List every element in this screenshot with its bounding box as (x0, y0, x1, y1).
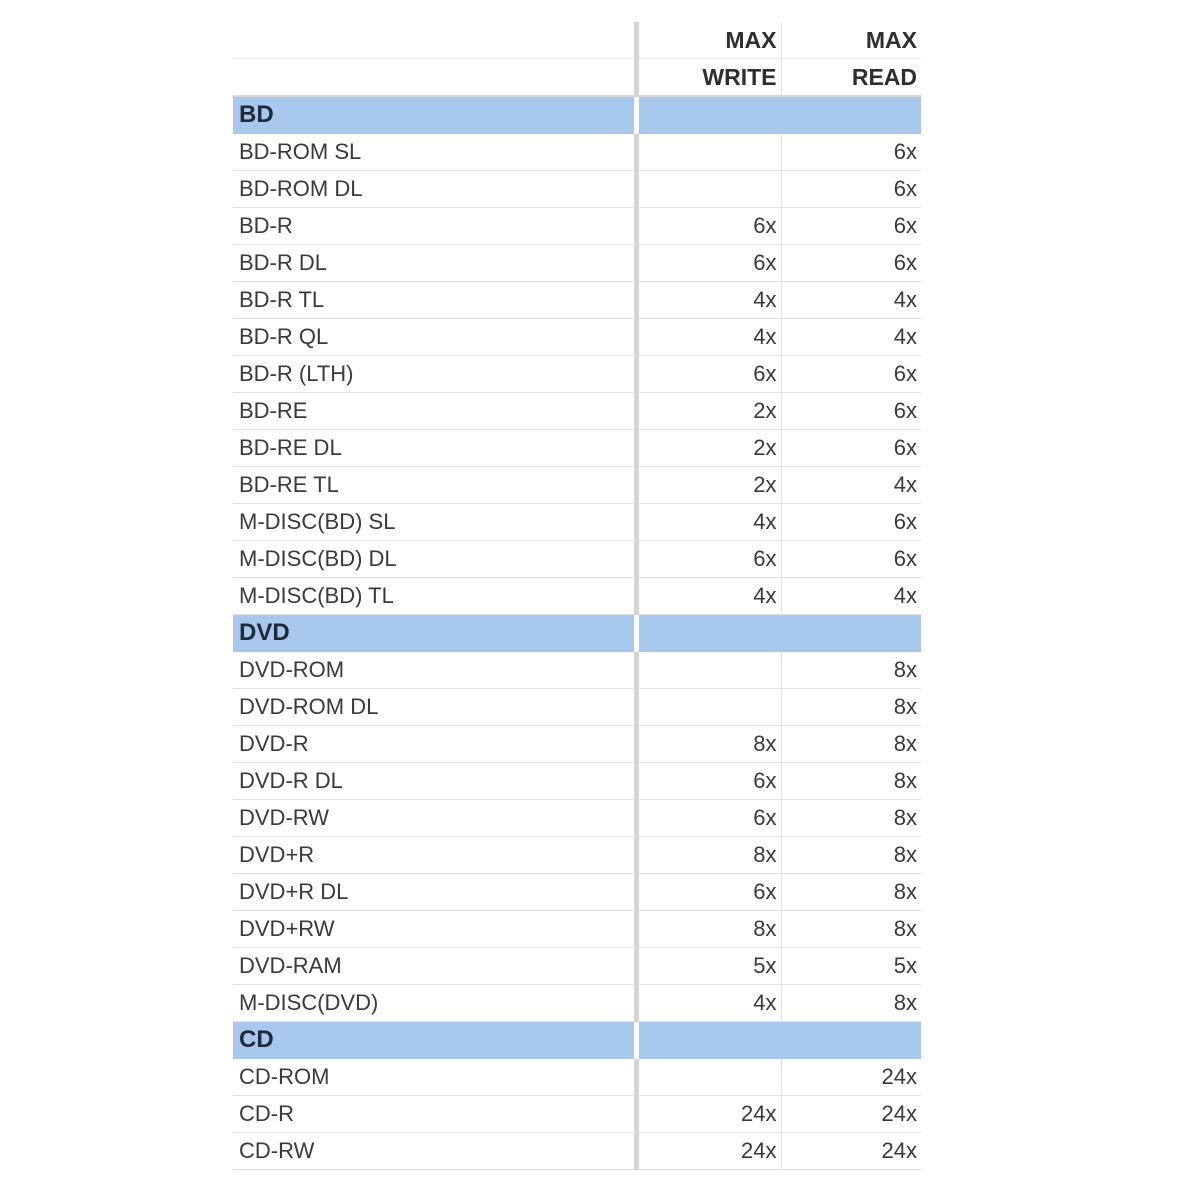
media-name-cell: BD-R (LTH) (233, 356, 636, 393)
media-name-cell: DVD-RW (233, 800, 636, 837)
max-write-cell: 24x (636, 1133, 781, 1170)
header-row-1 (233, 22, 921, 59)
table-row (233, 985, 921, 1022)
media-name-cell: DVD+R (233, 837, 636, 874)
max-read-cell: 6x (781, 541, 921, 578)
max-write-cell: 4x (636, 319, 781, 356)
max-write-cell: 6x (636, 208, 781, 245)
max-write-cell (636, 652, 781, 689)
header-blank-cell (233, 22, 636, 59)
section-row-dvd (233, 615, 921, 652)
media-name-cell: M-DISC(DVD) (233, 985, 636, 1022)
table-row (233, 874, 921, 911)
max-read-cell: 8x (781, 985, 921, 1022)
section-write-cell (636, 1022, 781, 1059)
max-write-cell: 6x (636, 245, 781, 282)
max-read-cell: 5x (781, 948, 921, 985)
max-write-cell: 4x (636, 985, 781, 1022)
table-row (233, 652, 921, 689)
max-read-cell: 4x (781, 282, 921, 319)
media-name-cell: BD-ROM SL (233, 134, 636, 171)
media-name-cell: CD-ROM (233, 1059, 636, 1096)
max-read-cell: 6x (781, 356, 921, 393)
section-title: DVD (233, 615, 636, 652)
media-name-cell: DVD-R DL (233, 763, 636, 800)
max-write-cell (636, 171, 781, 208)
max-read-cell: 8x (781, 837, 921, 874)
max-read-cell: 4x (781, 319, 921, 356)
media-name-cell: DVD+RW (233, 911, 636, 948)
table-row (233, 282, 921, 319)
table-row (233, 171, 921, 208)
max-write-cell: 6x (636, 541, 781, 578)
section-read-cell (781, 1022, 921, 1059)
max-read-cell: 8x (781, 911, 921, 948)
max-write-cell (636, 1059, 781, 1096)
table-row (233, 245, 921, 282)
max-write-cell: 2x (636, 430, 781, 467)
max-read-cell: 6x (781, 245, 921, 282)
max-read-cell: 6x (781, 171, 921, 208)
media-name-cell: M-DISC(BD) SL (233, 504, 636, 541)
table-row (233, 763, 921, 800)
max-write-cell: 6x (636, 763, 781, 800)
media-name-cell: BD-R (233, 208, 636, 245)
media-name-cell: DVD-ROM DL (233, 689, 636, 726)
media-name-cell: DVD-RAM (233, 948, 636, 985)
max-write-cell: 4x (636, 578, 781, 615)
media-speed-table (233, 22, 921, 1170)
max-write-cell: 6x (636, 356, 781, 393)
table-row (233, 430, 921, 467)
table-row (233, 1096, 921, 1133)
header-row-2 (233, 59, 921, 97)
max-read-cell: 24x (781, 1059, 921, 1096)
max-read-cell: 24x (781, 1133, 921, 1170)
section-title: CD (233, 1022, 636, 1059)
table-row (233, 393, 921, 430)
section-title: BD (233, 96, 636, 134)
max-write-cell: 2x (636, 393, 781, 430)
media-name-cell: M-DISC(BD) DL (233, 541, 636, 578)
max-read-cell: 8x (781, 726, 921, 763)
max-read-header-line1: MAX (781, 22, 921, 59)
table-row (233, 578, 921, 615)
max-write-cell: 8x (636, 911, 781, 948)
media-name-cell: DVD-R (233, 726, 636, 763)
max-write-cell: 4x (636, 282, 781, 319)
media-name-cell: BD-RE TL (233, 467, 636, 504)
max-write-cell: 6x (636, 874, 781, 911)
table-row (233, 911, 921, 948)
media-name-cell: M-DISC(BD) TL (233, 578, 636, 615)
media-name-cell: BD-R TL (233, 282, 636, 319)
table-row (233, 504, 921, 541)
table-row (233, 134, 921, 171)
max-read-cell: 8x (781, 652, 921, 689)
table-row (233, 1059, 921, 1096)
max-read-cell: 4x (781, 467, 921, 504)
table-row (233, 1133, 921, 1170)
section-write-cell (636, 615, 781, 652)
max-read-cell: 8x (781, 763, 921, 800)
max-read-cell: 4x (781, 578, 921, 615)
table-row (233, 467, 921, 504)
media-name-cell: CD-R (233, 1096, 636, 1133)
section-write-cell (636, 96, 781, 134)
max-read-cell: 6x (781, 430, 921, 467)
max-read-cell: 8x (781, 874, 921, 911)
max-write-cell (636, 689, 781, 726)
section-row-cd (233, 1022, 921, 1059)
section-row-bd (233, 96, 921, 134)
max-read-cell: 6x (781, 393, 921, 430)
section-read-cell (781, 96, 921, 134)
max-write-header-line2: WRITE (636, 59, 781, 97)
max-write-cell: 2x (636, 467, 781, 504)
table-row (233, 837, 921, 874)
media-name-cell: DVD+R DL (233, 874, 636, 911)
table-row (233, 356, 921, 393)
max-write-cell: 8x (636, 837, 781, 874)
media-name-cell: CD-RW (233, 1133, 636, 1170)
max-write-cell: 5x (636, 948, 781, 985)
max-write-header-line1: MAX (636, 22, 781, 59)
section-read-cell (781, 615, 921, 652)
max-read-header-line2: READ (781, 59, 921, 97)
media-name-cell: BD-ROM DL (233, 171, 636, 208)
table-row (233, 948, 921, 985)
max-write-cell: 4x (636, 504, 781, 541)
table-row (233, 800, 921, 837)
max-read-cell: 24x (781, 1096, 921, 1133)
header-blank-cell (233, 59, 636, 97)
media-name-cell: BD-RE (233, 393, 636, 430)
table-row (233, 689, 921, 726)
max-read-cell: 8x (781, 689, 921, 726)
max-read-cell: 6x (781, 504, 921, 541)
max-read-cell: 8x (781, 800, 921, 837)
media-name-cell: BD-R QL (233, 319, 636, 356)
max-write-cell (636, 134, 781, 171)
table-row (233, 726, 921, 763)
max-read-cell: 6x (781, 208, 921, 245)
media-name-cell: DVD-ROM (233, 652, 636, 689)
media-name-cell: BD-R DL (233, 245, 636, 282)
table-row (233, 208, 921, 245)
max-read-cell: 6x (781, 134, 921, 171)
table-row (233, 541, 921, 578)
max-write-cell: 24x (636, 1096, 781, 1133)
max-write-cell: 8x (636, 726, 781, 763)
table-row (233, 319, 921, 356)
max-write-cell: 6x (636, 800, 781, 837)
media-name-cell: BD-RE DL (233, 430, 636, 467)
